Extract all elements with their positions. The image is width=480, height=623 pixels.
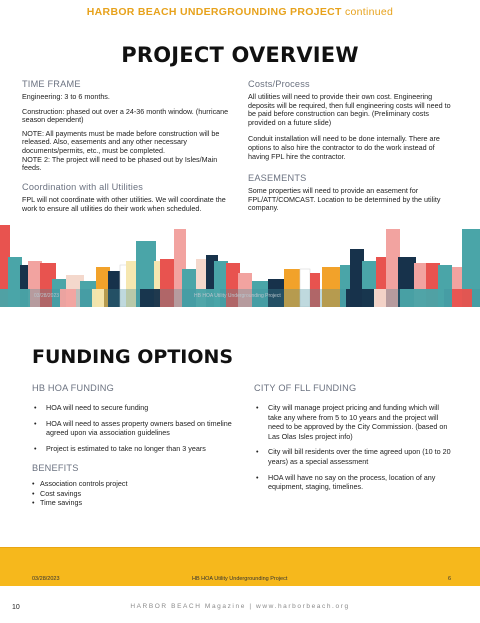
fll-funding-heading: CITY OF FLL FUNDING: [254, 383, 357, 393]
funding-title: FUNDING OPTIONS: [32, 346, 234, 368]
page-header: [0, 6, 480, 18]
footer-separator: |: [249, 603, 253, 610]
list-item: • Association controls project: [32, 479, 232, 489]
list-item: • Project is estimated to take no longer than 3 years: [32, 444, 237, 454]
costs-text: [248, 93, 453, 167]
slide-date: 03/28/2023: [34, 293, 60, 299]
list-item: • Cost savings: [32, 489, 232, 499]
list-item: • City will manage project pricing and funding which will take any where from 5 to 10 years and the project will need to be approved by the City Commission. (based on Las Olas Isles project info): [254, 403, 454, 441]
hb-hoa-funding-list: [32, 403, 237, 459]
benefits-list: [32, 479, 232, 508]
easements-heading: EASEMENTS: [248, 173, 307, 183]
coordination-heading: Coordination with all Utilities: [22, 182, 144, 192]
header-title: HARBOR BEACH UNDERGROUNDING PROJECT: [86, 6, 342, 18]
slide-number: 6: [448, 576, 452, 582]
footer-caption: HB HOA Utility Undergrounding Project: [192, 576, 288, 582]
benefits-heading: BENEFITS: [32, 463, 79, 473]
fll-funding-list: [254, 403, 454, 498]
construction-text: Construction: phased out over a 24-36 month window. (hurricane season dependent): [22, 106, 229, 125]
costs-text-1: All utilities will need to provide their own cost. Engineering deposits will be required, then full engineering costs will need to be paid before construction can begin. (Preliminary costs provided on a future slide): [248, 92, 451, 127]
costs-heading: Costs/Process: [248, 79, 310, 89]
list-item: • HOA will need to asses property owners based on timeline agreed upon via association guidelines: [32, 419, 237, 438]
time-frame-text: [22, 93, 237, 179]
slide-caption: HB HOA Utility Undergrounding Project: [194, 293, 281, 299]
footer-date: 03/28/2023: [32, 576, 60, 582]
header-continued: continued: [344, 6, 394, 18]
time-frame-heading: TIME FRAME: [22, 79, 81, 89]
page-number: 10: [12, 604, 20, 611]
website-link[interactable]: www.harborbeach.org: [256, 603, 350, 610]
note2-text: NOTE 2: The project will need to be phased out by Isles/Main feeds.: [22, 154, 218, 173]
list-item: • City will bill residents over the time agreed upon (10 to 20 years) as a special assessment: [254, 447, 454, 466]
note1-text: NOTE: All payments must be made before construction will be released. Also, easements and any other necessary documents/permits, etc., must be completed.: [22, 128, 220, 155]
list-item: • HOA will have no say on the process, location of any equipment, staging, timelines.: [254, 473, 454, 492]
engineering-text: Engineering: 3 to 6 months.: [22, 92, 110, 101]
coordination-text: FPL will not coordinate with other utilities. We will coordinate the work to ensure all utilities do their work when scheduled.: [22, 195, 226, 213]
hb-hoa-funding-heading: HB HOA FUNDING: [32, 383, 114, 393]
overview-title: PROJECT OVERVIEW: [121, 43, 359, 67]
easements-text: Some properties will need to provide an easement for FPL/ATT/COMCAST. Location to be determined by the utility company.: [248, 186, 441, 213]
list-item: • Time savings: [32, 498, 232, 508]
page-footer: [0, 603, 480, 610]
magazine-name: HARBOR BEACH Magazine: [130, 603, 246, 610]
list-item: • HOA will need to secure funding: [32, 403, 237, 413]
costs-text-2: Conduit installation will need to be done internally. There are options to also hire the contractor to do the work instead of having FPL hire the contractor.: [248, 134, 440, 161]
